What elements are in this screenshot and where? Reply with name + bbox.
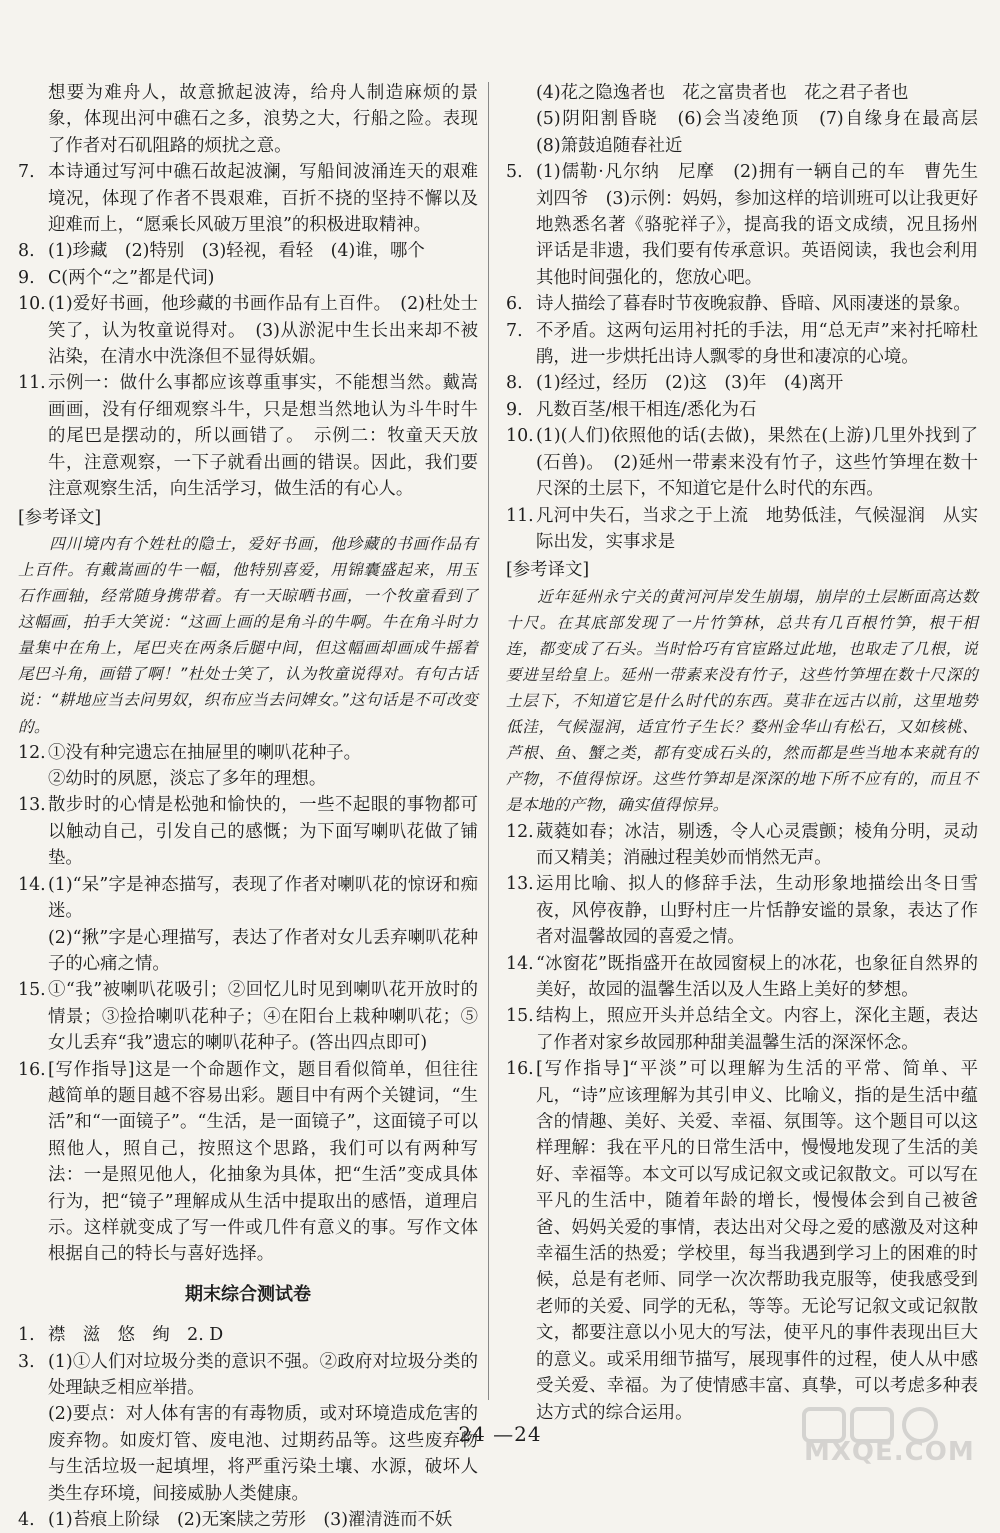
answer-item [18,1057,478,1268]
answer-item [506,1056,978,1426]
item-number: 5. [506,162,523,183]
answer-item [18,265,478,291]
column-divider [488,82,489,1400]
answer-item [18,370,478,502]
item-number: 3. [18,1351,35,1372]
left-column [18,80,478,1533]
item-text: ①“我”被喇叭花吸引；②回忆儿时见到喇叭花开放时的情景；③捡拾喇叭花种子；④在阳台上栽种喇叭花；⑤女儿丢弃“我”遗忘的喇叭花种子。(答出四点即可) [48,980,478,1054]
item-text: 凡河中失石，当求之于上流 地势低洼，气候湿润 从实际出发，实事求是 [536,505,978,552]
item-number: 10. [18,294,46,315]
item-number: 9. [506,399,523,420]
answer-item [18,977,478,1056]
answer-item [18,80,478,159]
item-text: (1)(人们)依照他的话(去做)，果然在(上游)几里外找到了(石兽)。 (2)延州一带素来没有竹子，这些竹笋埋在数十尺深的土层下，不知道它是什么时代的东西。 [536,426,978,500]
item-number: 12. [18,742,46,763]
item-text: (1)苔痕上阶绿 (2)无案牍之劳形 (3)濯清涟而不妖 [48,1510,453,1531]
item-number: 7. [18,162,35,183]
item-number: 10. [506,426,534,447]
right-column [506,80,996,1426]
item-text: (1)儒勒·凡尔纳 尼摩 (2)拥有一辆自己的车 曹先生 刘四爷 (3)示例：妈妈，参加这样的培训班可以让我更好地熟悉名著《骆驼祥子》，提高我的语文成绩，况且扬州评话是非遗，我们要有传承意识。英语阅读，我也会利用其他时间强化的，您放心吧。 [536,162,996,288]
item-text: “冰窗花”既指盛开在故园窗棂上的冰花，也象征自然界的美好，故园的温馨生活以及人生路上美好的梦想。 [536,953,978,1000]
answer-item [18,1349,478,1402]
item-number: 13. [18,795,46,816]
answer-item [506,819,978,872]
left-items-block-2 [18,740,478,1268]
item-text: (2)要点：对人体有害的有毒物质，或对环境造成危害的废弃物。如废灯管、废电池、过期药品等。这些废弃物与生活垃圾一起填埋，将严重污染土壤、水源，破坏人类生存环境，间接威胁人类健康。 [48,1404,478,1504]
answer-item [18,766,478,792]
right-items-block-1 [506,80,996,555]
answer-item [506,370,978,396]
answer-item [18,792,478,871]
item-number: 11. [18,373,46,394]
item-number: 6. [506,294,523,315]
answer-item [18,872,478,925]
item-text: (1)经过，经历 (2)这 (3)年 (4)离开 [536,373,844,394]
left-items-block-1 [18,80,478,503]
item-number: 8. [18,241,35,262]
item-number: 11. [506,505,534,526]
item-text: 结构上，照应开头并总结全文。内容上，深化主题，表达了作者对家乡故园那种甜美温馨生活的深深怀念。 [536,1006,978,1053]
item-number: 16. [506,1059,534,1080]
item-text: 葳蕤如春；冰洁，剔透，令人心灵震颤；棱角分明，灵动而又精美；消融过程美妙而悄然无声。 [536,821,978,868]
answer-item [506,159,996,291]
item-number: 8. [506,373,523,394]
item-text: 襟 滋 悠 绚 2. D [48,1325,224,1346]
item-number: 4. [18,1510,35,1531]
item-text: ②幼时的夙愿，淡忘了多年的理想。 [48,769,327,790]
item-text: [写作指导]“平淡”可以理解为生活的平常、简单、平凡，“诗”应该理解为其引申义、比喻义，指的是生活中蕴含的情趣、美好、关爱、幸福、氛围等。这个题目可以这样理解：我在平凡的日常生活中，慢慢地发现了生活的美好、幸福等。本文可以写成记叙文或记叙散文。可以写在平凡的生活中，随着年龄的增长，慢慢体会到自己被爸爸、妈妈关爱的事情，表达出对父母之爱的感激及对这种幸福生活的热爱；学校里，每当我遇到学习上的困难的时候，总是有老师、同学一次次帮助我克服等，使我感受到老师的关爱、同学的无私，等等。无论写记叙文或记叙散文，都要注意以小见大的写法，使平凡的事件表现出巨大的意义。或采用细节描写，展现事件的过程，使人从中感受关爱、幸福。为了使情感丰富、真挚，可以考虑多种表达方式的综合运用。 [536,1059,978,1423]
answer-item [18,740,478,766]
item-number: 14. [506,953,534,974]
answer-item [18,238,478,264]
answer-item [18,925,478,978]
item-text: C(两个“之”都是代词) [48,267,215,288]
answer-item [18,159,478,238]
watermark-logo [800,1405,990,1467]
item-number: 13. [506,874,534,895]
answer-item [506,951,978,1004]
answer-item [506,1003,978,1056]
item-text: 诗人描绘了暮春时节夜晚寂静、昏暗、风雨凄迷的景象。 [536,294,971,315]
reference-translation-text: 四川境内有个姓杜的隐士，爱好书画，他珍藏的书画作品有上百件。有戴嵩画的牛一幅，他特别喜爱，用锦囊盛起来，用玉石作画轴，经常随身携带着。有一天晾晒书画，一个牧童看到了这幅画，拍手大笑说：“这画上画的是角斗的牛啊。牛在角斗时力量集中在角上，尾巴夹在两条后腿中间，但这幅画却画成牛摇着尾巴斗角，画错了啊！”杜处士笑了，认为牧童说得对。有句古话说：“耕地应当去问男奴，织布应当去问婢女。”这句话是不可改变的。 [18,534,478,736]
answer-item [18,291,478,370]
item-number: 15. [18,980,46,1001]
section-title: 期末综合测试卷 [185,1283,311,1305]
item-text: (1)①人们对垃圾分类的意识不强。②政府对垃圾分类的处理缺乏相应举措。 [48,1351,478,1398]
reference-translation-label: [参考译文] [18,507,102,528]
item-text: (1)“呆”字是神态描写，表现了作者对喇叭花的惊讶和痴迷。 [48,874,478,922]
item-text: (2)“揪”字是心理描写，表达了作者对女儿丢弃喇叭花种子的心痛之情。 [48,927,478,974]
watermark-text: MXQE.COM [804,1437,975,1467]
answer-item [506,318,978,371]
item-text: (4)花之隐逸者也 花之富贵者也 花之君子者也 [536,83,909,103]
answer-item [18,1401,478,1507]
item-number: 7. [506,320,523,341]
answer-item [506,423,978,502]
page-number: 24 —24 [458,1422,542,1446]
answer-item [506,80,978,106]
item-number: 14. [18,874,46,895]
item-number: 15. [506,1006,534,1027]
answer-item [18,1322,478,1348]
item-text: (5)阴阳割昏晓 (6)会当凌绝顶 (7)自缘身在最高层 (8)箫鼓追随春社近 [536,109,996,156]
answer-item [506,871,978,950]
item-number: 12. [506,821,534,842]
reference-translation-text: 近年延州永宁关的黄河河岸发生崩塌，崩岸的土层断面高达数十尺。在其底部发现了一片竹笋林，总共有几百根竹笋，根干相连，都变成了石头。当时恰巧有官宦路过此地，也取走了几根，说要进呈给皇上。延州一带素来没有竹子，这些竹笋埋在数十尺深的土层下，不知道它是什么时代的东西。莫非在远古以前，这里地势低洼，气候湿润，适宜竹子生长？婺州金华山有松石，又如核桃、芦根、鱼、蟹之类，都有变成石头的，然而都是些当地本来就有的产物，不值得惊讶。这些竹笋却是深深的地下所不应有的，而且不是本地的产物，确实值得惊异。 [506,587,978,815]
item-text: 散步时的心情是松弛和愉快的，一些不起眼的事物都可以触动自己，引发自己的感慨；为下面写喇叭花做了铺垫。 [48,795,478,869]
item-text: 想要为难舟人，故意掀起波涛，给舟人制造麻烦的景象，体现出河中礁石之多，浪势之大，行船之险。表现了作者对石矶阻路的烦扰之意。 [48,83,478,156]
answer-item [506,291,978,317]
answer-item [506,397,978,423]
item-text: [写作指导]这是一个命题作文，题目看似简单，但往往越简单的题目越不容易出彩。题目中有两个关键词，“生活”和“一面镜子”。“生活，是一面镜子”，这面镜子可以照他人，照自己，按照这个思路，我们可以有两种写法：一是照见他人，化抽象为具体，把“生活”变成具体行为，把“镜子”理解成从生活中提取出的感悟，道理启示。这样就变成了写一件或几件有意义的事。写作文体根据自己的特长与喜好选择。 [48,1059,478,1265]
answer-item [506,106,996,159]
item-text: 凡数百茎/根干相连/悉化为石 [536,399,757,420]
reference-translation-label: [参考译文] [506,560,590,581]
answer-item [506,503,978,556]
item-text: ①没有种完遗忘在抽屉里的喇叭花种子。 [48,742,362,763]
item-text: (1)珍藏 (2)特别 (3)轻视，看轻 (4)谁，哪个 [48,241,425,262]
item-text: 示例一：做什么事都应该尊重事实，不能想当然。戴嵩画画，没有仔细观察斗牛，只是想当然地认为斗牛时牛的尾巴是摆动的，所以画错了。 示例二：牧童天天放牛，注意观察，一下子就看出画的错误。因此，我们要注意观察生活，向生活学习，做生活的有心人。 [48,373,478,500]
item-text: 本诗通过写河中礁石故起波澜，写船间波涌连天的艰难境况，体现了作者不畏艰难，百折不挠的坚持不懈以及迎难而上，“愿乘长风破万里浪”的积极进取精神。 [48,162,478,236]
right-items-block-2 [506,819,978,1426]
item-text: (1)爱好书画，他珍藏的书画作品有上百件。 (2)杜处士笑了，认为牧童说得对。 (3)从淤泥中生长出来却不被沾染，在清水中洗涤但不显得妖媚。 [48,294,478,368]
item-number: 1. [18,1325,35,1346]
answer-item [18,1507,478,1533]
item-text: 运用比喻、拟人的修辞手法，生动形象地描绘出冬日雪夜，风停夜静，山野村庄一片恬静安谧的景象，表达了作者对温馨故园的喜爱之情。 [536,874,978,948]
item-text: 不矛盾。这两句运用衬托的手法，用“总无声”来衬托啼杜鹃，进一步烘托出诗人飘零的身世和凄凉的心境。 [536,320,978,368]
item-number: 9. [18,267,35,288]
item-number: 16. [18,1059,46,1080]
